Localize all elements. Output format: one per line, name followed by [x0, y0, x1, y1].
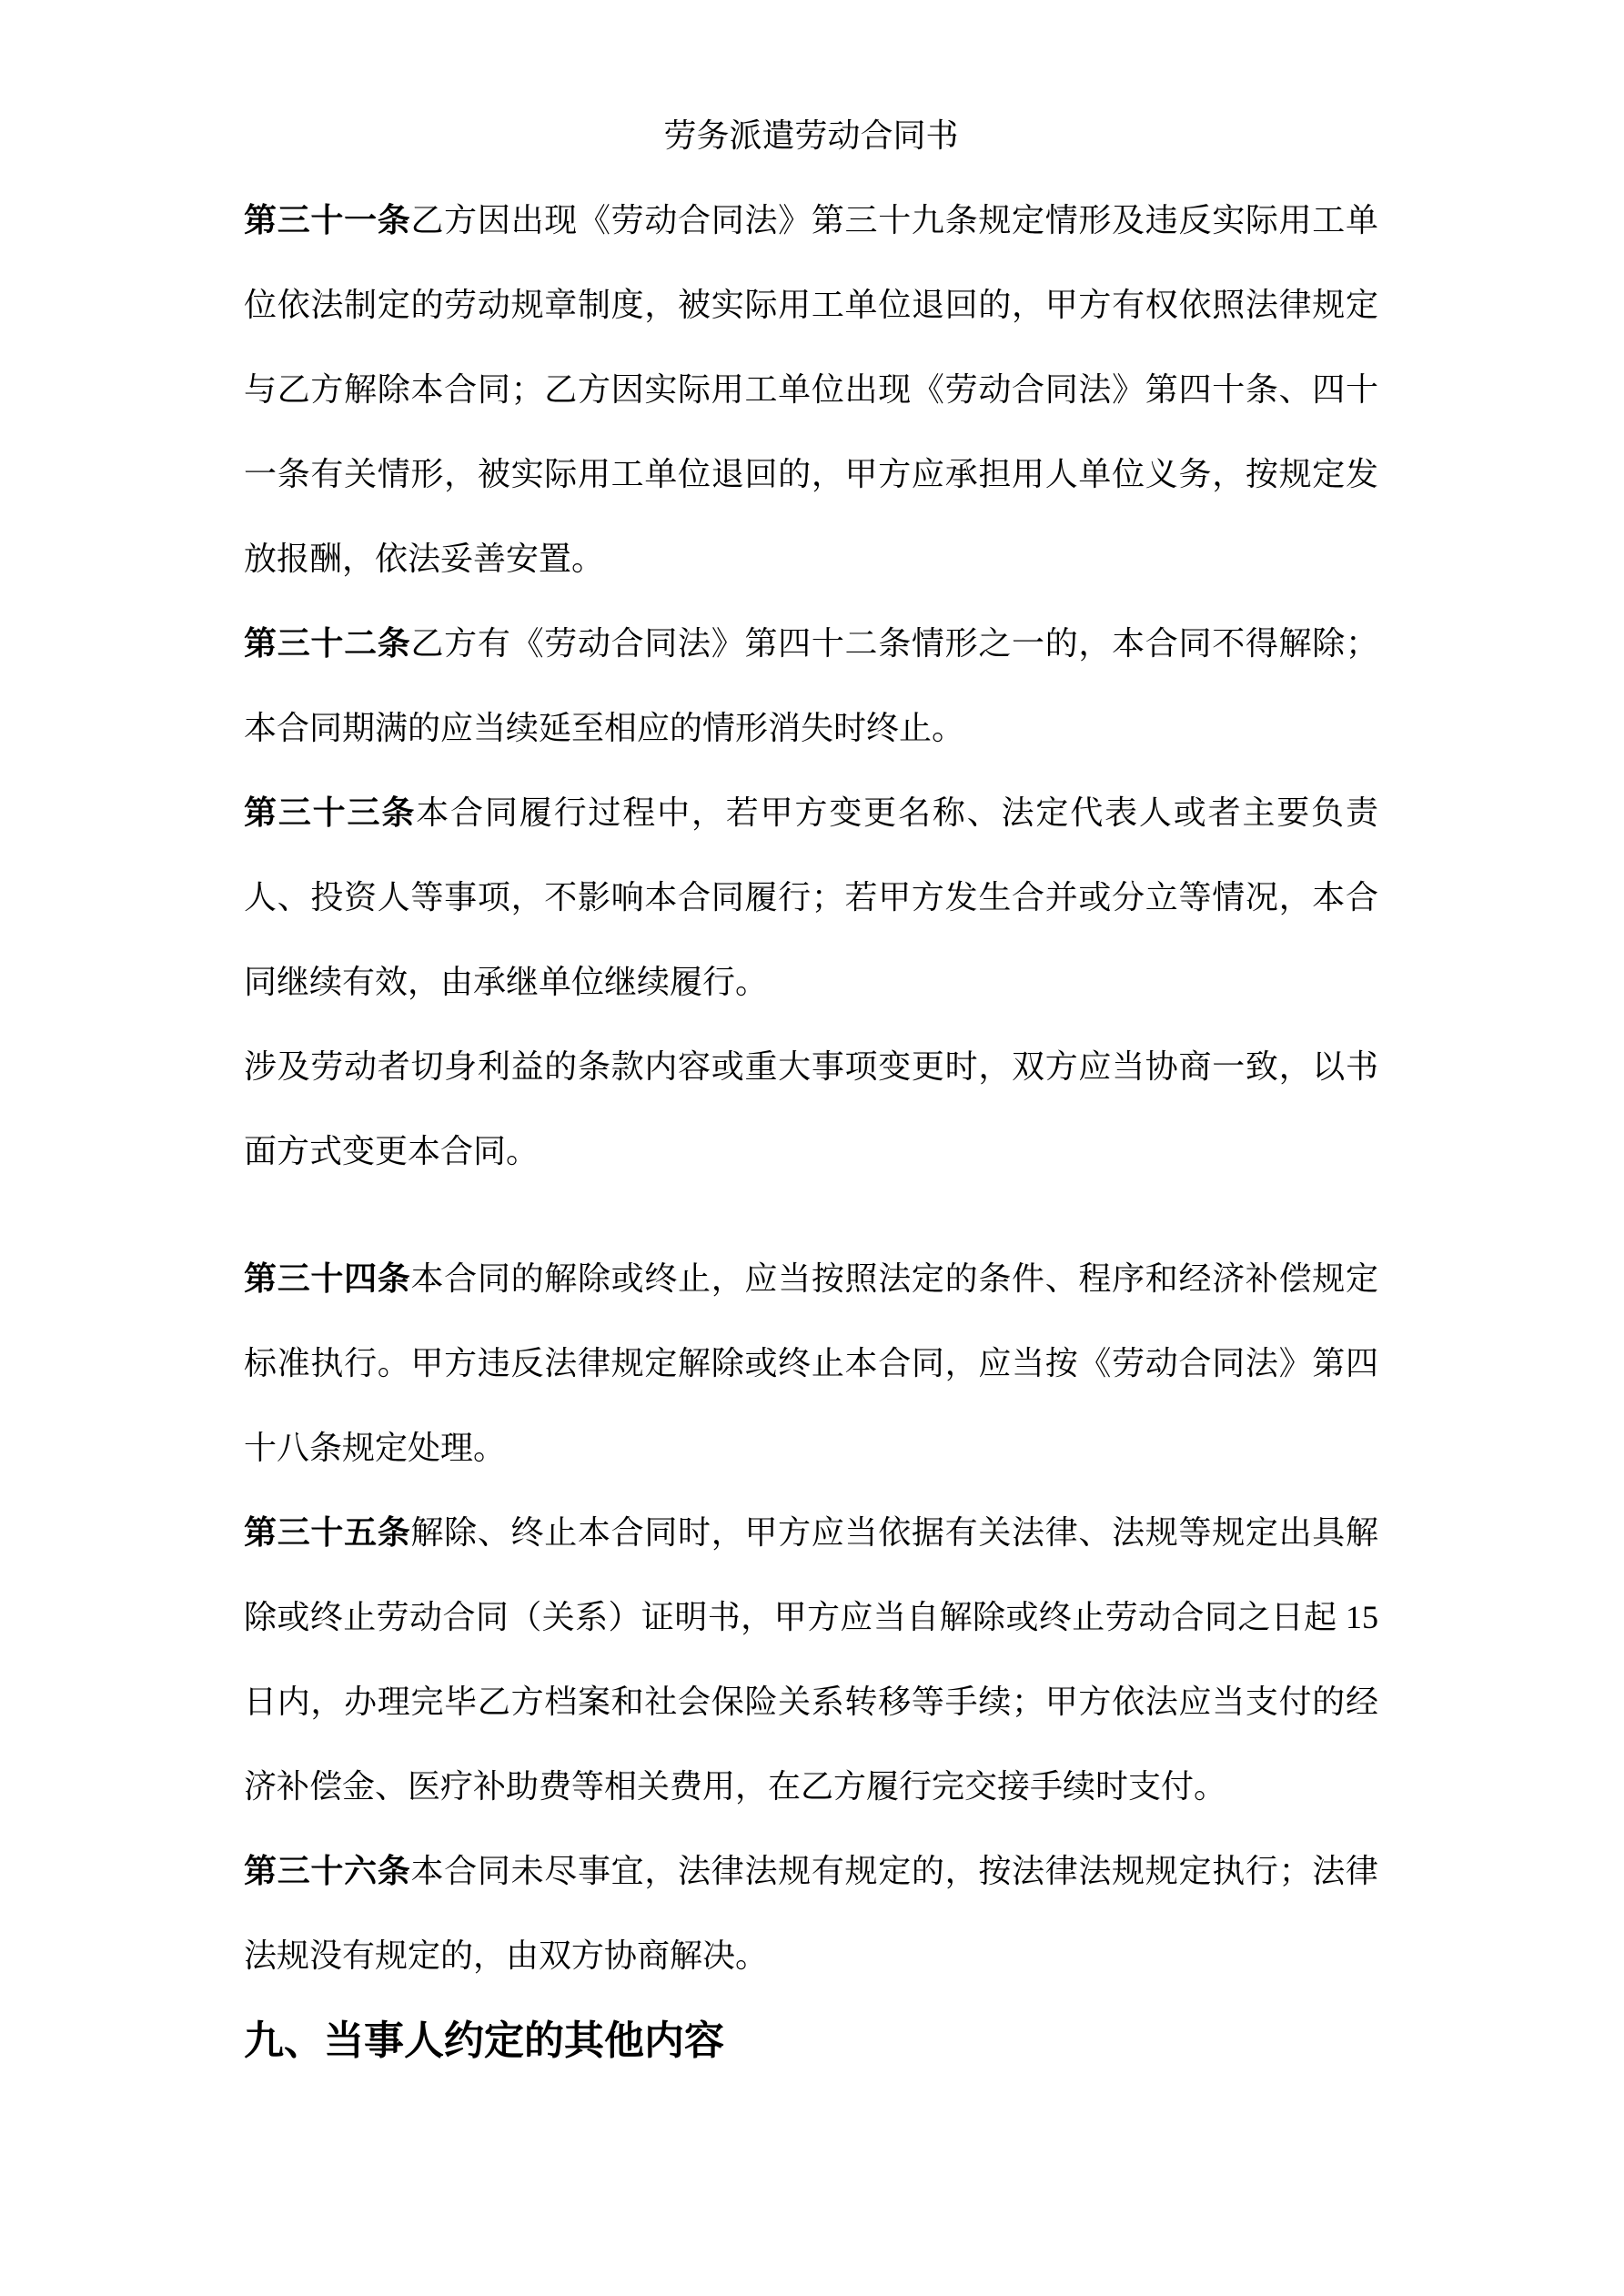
contract-line	[244, 1491, 1378, 1575]
clause-text: 位依法制定的劳动规章制度，被实际用工单位退回的，甲方有权依照法律规定	[244, 287, 1378, 323]
clause-number: 第三十一条	[244, 202, 411, 238]
clause-number: 第三十五条	[244, 1514, 411, 1551]
contract-line	[244, 602, 1378, 686]
clause-number: 第三十六条	[244, 1853, 411, 1889]
clause-text: 解除、终止本合同时，甲方应当依据有关法律、法规等规定出具解	[410, 1514, 1378, 1551]
clause-text: 济补偿金、医疗补助费等相关费用，在乙方履行完交接手续时支付。	[244, 1768, 1227, 1805]
clause-text: 本合同期满的应当续延至相应的情形消失时终止。	[244, 710, 965, 746]
clause-number: 第三十四条	[244, 1260, 411, 1297]
contract-line	[244, 1237, 1378, 1321]
clause-text: 放报酬，依法妥善安置。	[244, 541, 605, 577]
clause-text: 同继续有效，由承继单位继续履行。	[244, 964, 769, 1000]
clause-text: 乙方因出现《劳动合同法》第三十九条规定情形及违反实际用工单	[410, 202, 1378, 238]
clause-text: 本合同履行过程中，若甲方变更名称、法定代表人或者主要负责	[416, 794, 1378, 831]
clause-text: 除或终止劳动合同（关系）证明书，甲方应当自解除或终止劳动合同之日起 15	[244, 1599, 1378, 1635]
contract-line	[244, 771, 1378, 855]
clause-text: 与乙方解除本合同；乙方因实际用工单位出现《劳动合同法》第四十条、四十	[244, 371, 1378, 408]
contract-line	[244, 1914, 1378, 1998]
contract-line	[244, 1321, 1378, 1406]
contract-line	[244, 348, 1378, 432]
clause-text: 十八条规定处理。	[244, 1430, 507, 1466]
clause-text: 一条有关情形，被实际用工单位退回的，甲方应承担用人单位义务，按规定发	[244, 456, 1378, 492]
contract-line	[244, 263, 1378, 348]
clause-text: 涉及劳动者切身利益的条款内容或重大事项变更时，双方应当协商一致，以书	[244, 1048, 1378, 1085]
contract-line	[244, 432, 1378, 517]
clause-text: 乙方有《劳动合同法》第四十二条情形之一的，本合同不得解除；	[410, 625, 1378, 662]
contract-line	[244, 178, 1378, 263]
clause-number: 第三十二条	[244, 625, 411, 662]
contract-line	[244, 855, 1378, 940]
clause-text: 本合同的解除或终止，应当按照法定的条件、程序和经济补偿规定	[410, 1260, 1378, 1297]
clause-text: 标准执行。甲方违反法律规定解除或终止本合同，应当按《劳动合同法》第四	[244, 1345, 1378, 1381]
contract-line	[244, 686, 1378, 771]
clause-text: 面方式变更本合同。	[244, 1133, 540, 1169]
document-title: 劳务派遣劳动合同书	[663, 117, 959, 154]
contract-line	[244, 1829, 1378, 1914]
contract-line	[244, 1406, 1378, 1491]
contract-line	[244, 1660, 1378, 1745]
contract-line	[244, 1575, 1378, 1660]
contract-line	[244, 1745, 1378, 1829]
contract-line	[244, 940, 1378, 1025]
document-content	[244, 94, 1378, 2083]
section-heading: 九、当事人约定的其他内容	[244, 2018, 724, 2063]
clause-number: 第三十三条	[244, 794, 417, 831]
contract-line	[244, 517, 1378, 602]
clause-text: 法规没有规定的，由双方协商解决。	[244, 1937, 769, 1974]
contract-line	[244, 1025, 1378, 1109]
paragraph-gap	[244, 1194, 1378, 1237]
clause-text: 本合同未尽事宜，法律法规有规定的，按法律法规规定执行；法律	[410, 1853, 1378, 1889]
contract-line	[244, 1109, 1378, 1194]
clause-text: 人、投资人等事项，不影响本合同履行；若甲方发生合并或分立等情况，本合	[244, 879, 1378, 915]
clause-text: 日内，办理完毕乙方档案和社会保险关系转移等手续；甲方依法应当支付的经	[244, 1684, 1378, 1720]
